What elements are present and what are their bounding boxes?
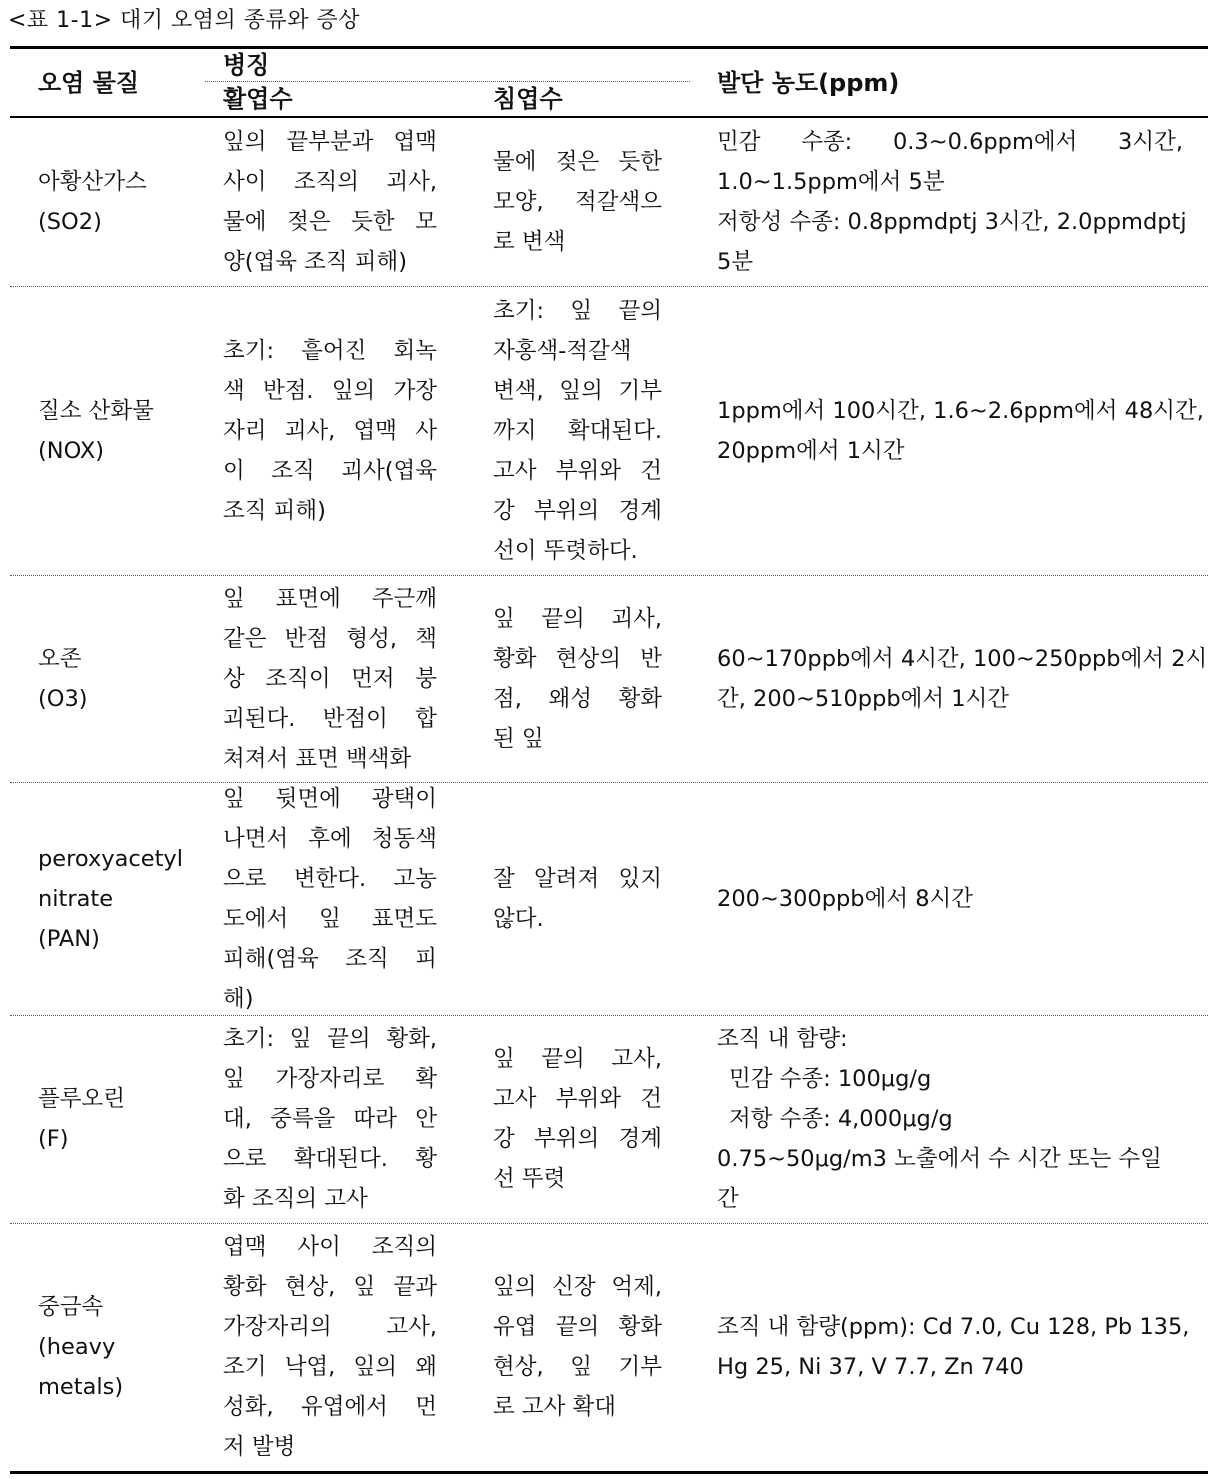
- row-separator: [10, 575, 1208, 576]
- cell-line: 현상, 잎 기부: [493, 1354, 662, 1380]
- cell-concentration: [717, 122, 1187, 282]
- cell-line: 엽맥 사이 조직의: [223, 1234, 437, 1260]
- cell-line: 초기: 흩어진 회녹: [223, 337, 437, 364]
- cell-line: 질소 산화물: [38, 397, 154, 424]
- cell-line: 간: [717, 1186, 739, 1212]
- cell-broadleaf: [223, 579, 437, 779]
- cell-broadleaf: [223, 331, 437, 531]
- cell-line: 잘 알려져 있지: [493, 865, 662, 892]
- row-separator: [10, 1223, 1208, 1224]
- cell-line: 않다.: [493, 905, 544, 932]
- cell-conifer: [493, 599, 662, 759]
- cell-line: 된 잎: [493, 725, 544, 752]
- cell-concentration: [717, 1307, 1190, 1387]
- cell-conifer: [493, 859, 662, 939]
- cell-line: 5분: [717, 249, 754, 275]
- cell-line: 황화 현상, 잎 끝과: [223, 1274, 437, 1300]
- cell-line: 같은 반점 형성, 책: [223, 625, 437, 652]
- cell-line: Hg 25, Ni 37, V 7.7, Zn 740: [717, 1354, 1024, 1380]
- cell-line: 잎 끝의 괴사,: [493, 605, 662, 632]
- cell-line: 가장자리의 고사,: [223, 1314, 437, 1340]
- cell-line: 초기: 잎 끝의 황화,: [223, 1026, 437, 1052]
- cell-line: 오존: [38, 645, 82, 672]
- cell-line: 자리 괴사, 엽맥 사: [223, 417, 437, 444]
- cell-line: 물에 젖은 듯한: [493, 149, 662, 175]
- cell-line: 잎 끝의 고사,: [493, 1046, 662, 1072]
- cell-line: 잎 뒷면에 광택이: [223, 785, 437, 812]
- cell-name: [38, 1079, 188, 1159]
- cell-line: (SO2): [38, 209, 102, 235]
- cell-line: 모양, 적갈색으: [493, 189, 662, 215]
- cell-line: 화 조직의 고사: [223, 1186, 368, 1212]
- cell-line: 까지 확대된다.: [493, 417, 662, 444]
- header-broadleaf: 활엽수: [223, 85, 293, 113]
- cell-line: 플루오린: [38, 1086, 125, 1112]
- cell-line: 으로 확대된다. 황: [223, 1146, 437, 1172]
- cell-line: 물에 젖은 듯한 모: [223, 209, 437, 235]
- cell-line: 으로 변한다. 고농: [223, 865, 437, 892]
- cell-line: 조직 내 함량(ppm): Cd 7.0, Cu 128, Pb 135,: [717, 1314, 1190, 1340]
- cell-broadleaf: [223, 1019, 437, 1219]
- cell-line: 조기 낙엽, 잎의 왜: [223, 1354, 437, 1380]
- cell-line: 잎 가장자리로 확: [223, 1066, 437, 1092]
- cell-line: 잎 표면에 주근깨: [223, 585, 437, 612]
- cell-line: 1.0~1.5ppm에서 5분: [717, 169, 945, 195]
- cell-line: nitrate: [38, 885, 114, 912]
- cell-conifer: [493, 291, 662, 571]
- cell-line: 아황산가스: [38, 169, 147, 195]
- cell-line: 사이 조직의 괴사,: [223, 169, 437, 195]
- cell-line: metals): [38, 1374, 124, 1400]
- cell-conifer: [493, 1267, 662, 1427]
- cell-line: 0.75~50μg/m3 노출에서 수 시간 또는 수일: [717, 1146, 1162, 1172]
- cell-line: 고사 부위와 건: [493, 1086, 662, 1112]
- cell-line: 저항성 수종: 0.8ppmdptj 3시간, 2.0ppmdptj: [717, 209, 1187, 235]
- cell-line: 저 발병: [223, 1434, 296, 1460]
- cell-line: 상 조직이 먼저 붕: [223, 665, 437, 692]
- row-separator: [10, 782, 1208, 783]
- cell-line: 이 조직 괴사(엽육: [223, 457, 437, 484]
- cell-line: 유엽 끝의 황화: [493, 1314, 662, 1340]
- cell-line: 조직 피해): [223, 497, 326, 524]
- cell-line: 선이 뚜렷하다.: [493, 537, 638, 564]
- header-bottom-rule: [10, 116, 1208, 118]
- cell-concentration: [717, 879, 1183, 919]
- cell-line: (PAN): [38, 925, 100, 952]
- cell-line: (F): [38, 1126, 69, 1152]
- cell-line: peroxyacetyl: [38, 845, 183, 872]
- cell-line: 변색, 잎의 기부: [493, 377, 662, 404]
- cell-name: [38, 391, 188, 471]
- cell-broadleaf: [223, 779, 437, 1019]
- cell-line: (heavy: [38, 1334, 116, 1360]
- cell-line: (O3): [38, 685, 88, 712]
- cell-line: 민감 수종: 0.3~0.6ppm에서 3시간,: [717, 129, 1183, 155]
- cell-line: 쳐져서 표면 백색화: [223, 745, 412, 772]
- cell-line: 성화, 유엽에서 먼: [223, 1394, 437, 1420]
- header-subgroup-rule: [205, 81, 690, 82]
- cell-line: 민감 수종: 100μg/g: [729, 1066, 932, 1092]
- cell-concentration: [717, 391, 1204, 471]
- cell-line: 잎의 신장 억제,: [493, 1274, 662, 1300]
- cell-name: [38, 839, 188, 959]
- cell-line: 조직 내 함량:: [717, 1026, 848, 1052]
- cell-line: 초기: 잎 끝의: [493, 297, 662, 324]
- cell-line: 도에서 잎 표면도: [223, 905, 437, 932]
- cell-concentration: [717, 639, 1208, 719]
- cell-line: 해): [223, 985, 254, 1012]
- header-symptom-group: 병징: [223, 51, 270, 79]
- cell-line: 선 뚜렷: [493, 1166, 566, 1192]
- cell-line: 간, 200~510ppb에서 1시간: [717, 685, 1010, 712]
- header-pollutant: 오염 물질: [38, 69, 140, 97]
- cell-conifer: [493, 1039, 662, 1199]
- cell-name: [38, 1287, 188, 1407]
- cell-line: 황화 현상의 반: [493, 645, 662, 672]
- cell-line: 고사 부위와 건: [493, 457, 662, 484]
- row-separator: [10, 286, 1208, 287]
- cell-line: (NOX): [38, 437, 105, 464]
- header-conifer: 침엽수: [493, 85, 563, 113]
- cell-line: 자홍색-적갈색: [493, 337, 632, 364]
- cell-line: 강 부위의 경계: [493, 497, 662, 524]
- cell-line: 중금속: [38, 1294, 104, 1320]
- row-separator: [10, 1015, 1208, 1016]
- header-concentration: 발단 농도(ppm): [717, 69, 900, 97]
- cell-line: 괴된다. 반점이 합: [223, 705, 437, 732]
- cell-line: 1ppm에서 100시간, 1.6~2.6ppm에서 48시간,: [717, 397, 1204, 424]
- cell-line: 저항 수종: 4,000μg/g: [729, 1106, 953, 1132]
- cell-line: 로 변색: [493, 229, 566, 255]
- cell-conifer: [493, 142, 662, 262]
- cell-line: 60~170ppb에서 4시간, 100~250ppb에서 2시: [717, 645, 1208, 672]
- cell-line: 색 반점. 잎의 가장: [223, 377, 437, 404]
- table-bottom-rule: [10, 1471, 1208, 1474]
- cell-broadleaf: [223, 122, 437, 282]
- cell-broadleaf: [223, 1227, 437, 1467]
- cell-line: 양(엽육 조직 피해): [223, 249, 408, 275]
- cell-name: [38, 639, 188, 719]
- cell-concentration: [717, 1019, 1183, 1219]
- cell-line: 나면서 후에 청동색: [223, 825, 437, 852]
- cell-line: 20ppm에서 1시간: [717, 437, 905, 464]
- cell-line: 200~300ppb에서 8시간: [717, 885, 973, 912]
- cell-name: [38, 162, 188, 242]
- cell-line: 점, 왜성 황화: [493, 685, 662, 712]
- cell-line: 강 부위의 경계: [493, 1126, 662, 1152]
- cell-line: 대, 중륵을 따라 안: [223, 1106, 437, 1132]
- cell-line: 잎의 끝부분과 엽맥: [223, 129, 437, 155]
- cell-line: 로 고사 확대: [493, 1394, 616, 1420]
- table-caption: <표 1-1> 대기 오염의 종류와 증상: [8, 8, 361, 33]
- cell-line: 피해(염육 조직 피: [223, 945, 437, 972]
- table-top-rule: [10, 46, 1208, 49]
